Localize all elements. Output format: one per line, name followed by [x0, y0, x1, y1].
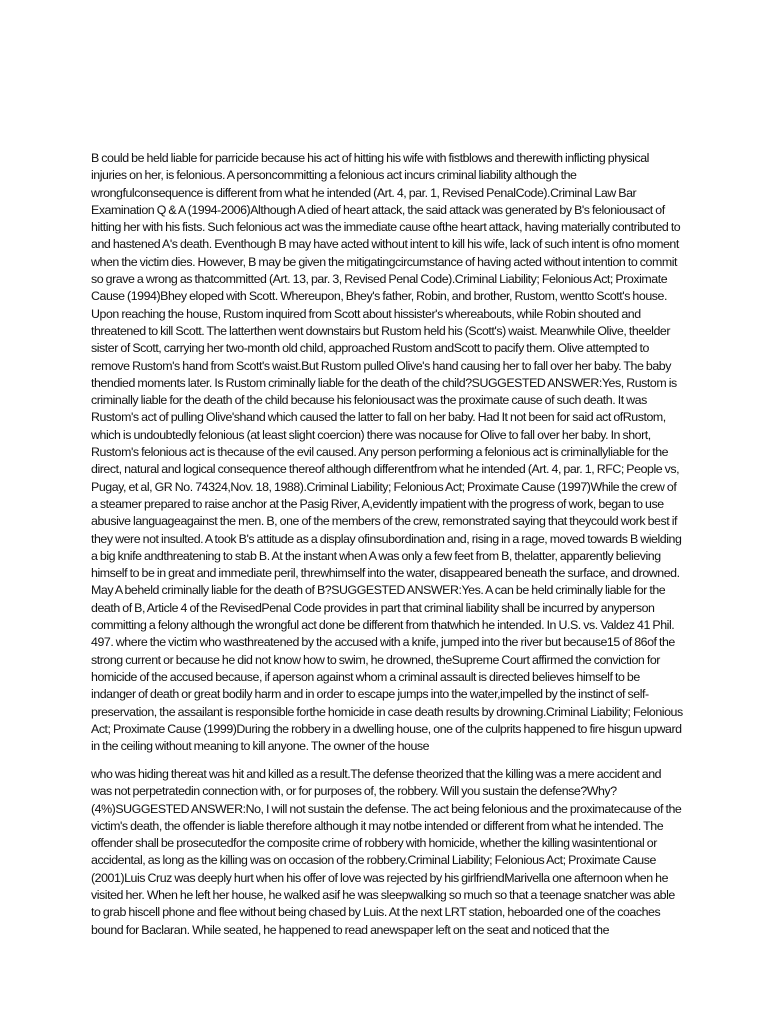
document-paragraph: B could be held liable for parricide because his act of hitting his wife with fistblows and therewith inflicting physical injuries on her, is felonious. A personcommitting a felonious act incurs criminal liability although the wrongfulconsequence is different from what he intended (Art. 4, par. 1, Revised PenalCode).Criminal Law Bar Examination Q & A (1994-2006)Although A died of heart attack, the said attack was generated by B's feloniousact of hitting her with his fists. Such felonious act was the immediate cause ofthe heart attack, having materially contributed to and hastened A's death. Eventhough B may have acted without intent to kill his wife, lack of such intent is ofno moment when the victim dies. However, B may be given the mitigatingcircumstance of having acted without intention to commit so grave a wrong as thatcommitted (Art. 13, par. 3, Revised Penal Code).Criminal Liability; Felonious Act; Proximate Cause (1994)Bhey eloped with Scott. Whereupon, Bhey's father, Robin, and brother, Rustom, wentto Scott's house. Upon reaching the house, Rustom inquired from Scott about hissister's whereabouts, while Robin shouted and threatened to kill Scott. The latterthen went downstairs but Rustom held his (Scott's) waist. Meanwhile Olive, theelder sister of Scott, carrying her two-month old child, approached Rustom andScott to pacify them. Olive attempted to remove Rustom's hand from Scott's waist.But Rustom pulled Olive's hand causing her to fall over her baby. The baby thendied moments later. Is Rustom criminally liable for the death of the child?SUGGESTED ANSWER:Yes, Rustom is criminally liable for the death of the child because his feloniousact was the proximate cause of such death. It was Rustom's act of pulling Olive'shand which caused the latter to fall on her baby. Had It not been for said act ofRustom, which is undoubtedly felonious (at least slight coercion) there was nocause for Olive to fall over her baby. In short, Rustom's felonious act is thecause of the evil caused. Any person performing a felonious act is criminallyliable for the direct, natural and logical consequence thereof although differentfrom what he intended (Art. 4, par. 1, RFC; People vs, Pugay, et al, GR No. 74324,Nov. 18, 1988).Criminal Liability; Felonious Act; Proximate Cause (1997)While the crew of a steamer prepared to raise anchor at the Pasig River, A,evidently impatient with the progress of work, began to use abusive languageagainst the men. B, one of the members of the crew, remonstrated saying that theycould work best if they were not insulted. A took B's attitude as a display ofinsubordination and, rising in a rage, moved towards B wielding a big knife andthreatening to stab B. At the instant when A was only a few feet from B, thelatter, apparently believing himself to be in great and immediate peril, threwhimself into the water, disappeared beneath the surface, and drowned. May A beheld criminally liable for the death of B?SUGGESTED ANSWER:Yes. A can be held criminally liable for the death of B, Article 4 of the RevisedPenal Code provides in part that criminal liability shall be incurred by anyperson committing a felony although the wrongful act done be different from thatwhich he intended. In U.S. vs. Valdez 41 Phil. 497. where the victim who wasthreatened by the accused with a knife, jumped into the river but because15 of 86of the strong current or because he did not know how to swim, he drowned, theSupreme Court affirmed the conviction for homicide of the accused because, if aperson against whom a criminal assault is directed believes himself to be indanger of death or great bodily harm and in order to escape jumps into the water,impelled by the instinct of self-preservation, the assailant is responsible forthe homicide in case death results by drowning.Criminal Liability; Felonious Act; Proximate Cause (1999)During the robbery in a dwelling house, one of the culprits happened to fire hisgun upward in the ceiling without meaning to kill anyone. The owner of the house [91, 151, 683, 754]
document-paragraph: who was hiding thereat was hit and killed as a result.The defense theorized that the killing was a mere accident and was not perpetratedin connection with, or for purposes of, the robbery. Will you sustain the defense?Why? (4%)SUGGESTED ANSWER:No, I will not sustain the defense. The act being felonious and the proximatecause of the victim's death, the offender is liable therefore although it may notbe intended or different from what he intended. The offender shall be prosecutedfor the composite crime of robbery with homicide, whether the killing wasintentional or accidental, as long as the killing was on occasion of the robbery.Criminal Liability; Felonious Act; Proximate Cause (2001)Luis Cruz was deeply hurt when his offer of love was rejected by his girlfriendMarivella one afternoon when he visited her. When he left her house, he walked asif he was sleepwalking so much so that a teenage snatcher was able to grab hiscell phone and flee without being chased by Luis. At the next LRT station, heboarded one of the coaches bound for Baclaran. While seated, he happened to read anewspaper left on the seat and noticed that the [91, 767, 682, 937]
